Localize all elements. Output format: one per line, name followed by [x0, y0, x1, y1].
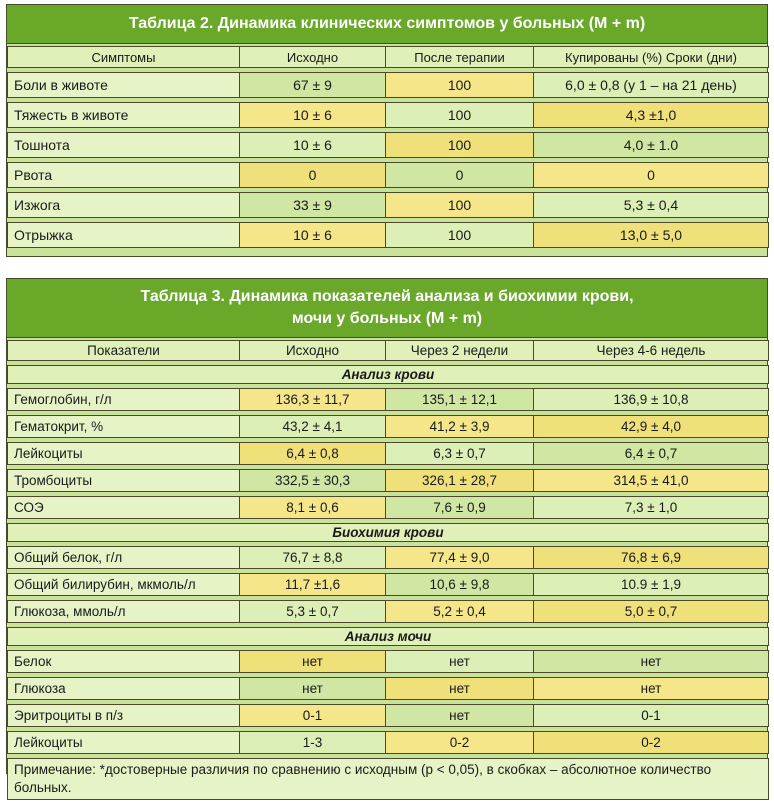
table-cell: 314,5 ± 41,0 — [534, 469, 769, 492]
table-row — [7, 192, 769, 218]
table-cell: нет — [534, 677, 769, 700]
table-cell: 0-2 — [386, 731, 534, 754]
table-cell: 100 — [386, 132, 534, 158]
table-cell: 11,7 ±1,6 — [240, 573, 386, 596]
column-header: Симптомы — [7, 46, 240, 68]
section-row — [7, 627, 769, 646]
row-label: Гематокрит, % — [7, 415, 240, 438]
row-label: Боли в животе — [7, 72, 240, 98]
column-header: Купированы (%) Сроки (дни) — [534, 46, 769, 68]
table-row — [7, 132, 769, 158]
row-label: Общий билирубин, мкмоль/л — [7, 573, 240, 596]
table-cell: 100 — [386, 192, 534, 218]
row-label: Глюкоза — [7, 677, 240, 700]
column-header: Через 2 недели — [386, 340, 534, 361]
table-cell: 76,8 ± 6,9 — [534, 546, 769, 569]
table-cell: нет — [240, 650, 386, 673]
table-cell: 0-1 — [534, 704, 769, 727]
column-header: Показатели — [7, 340, 240, 361]
row-label: Глюкоза, ммоль/л — [7, 600, 240, 623]
column-header: Исходно — [240, 46, 386, 68]
footnote: Примечание: *достоверные различия по сравнению с исходным (р < 0,05), в скобках – абсолютное количество больных. — [7, 758, 769, 800]
table-row — [7, 415, 769, 438]
table-3-title-line2: мочи у больных (M + m) — [291, 310, 483, 327]
table-cell: 10 ± 6 — [240, 222, 386, 248]
section-title: Анализ крови — [7, 365, 769, 384]
column-header: Через 4-6 недель — [534, 340, 769, 361]
table-cell: нет — [386, 704, 534, 727]
table-cell: 6,3 ± 0,7 — [386, 442, 534, 465]
row-label: Эритроциты в п/з — [7, 704, 240, 727]
table-cell: 42,9 ± 4,0 — [534, 415, 769, 438]
table-cell: 13,0 ± 5,0 — [534, 222, 769, 248]
table-cell: 10,6 ± 9,8 — [386, 573, 534, 596]
column-header: После терапии — [386, 46, 534, 68]
table-cell: 0-2 — [534, 731, 769, 754]
note-row — [7, 758, 769, 800]
table-2-title: Таблица 2. Динамика клинических симптомов у больных (M + m) — [7, 5, 767, 44]
table-cell: 0 — [534, 162, 769, 188]
table-cell: нет — [534, 650, 769, 673]
table-cell: 4,0 ± 1.0 — [534, 132, 769, 158]
table-cell: 332,5 ± 30,3 — [240, 469, 386, 492]
table-row — [7, 388, 769, 411]
table-cell: 10 ± 6 — [240, 102, 386, 128]
row-label: Общий белок, г/л — [7, 546, 240, 569]
table-cell: 100 — [386, 102, 534, 128]
table-row — [7, 650, 769, 673]
section-title: Биохимия крови — [7, 523, 769, 542]
table-3-header-row — [7, 340, 769, 361]
row-label: Изжога — [7, 192, 240, 218]
table-cell: 0-1 — [240, 704, 386, 727]
table-cell: нет — [386, 650, 534, 673]
table-cell: 0 — [240, 162, 386, 188]
table-row — [7, 72, 769, 98]
table-cell: 43,2 ± 4,1 — [240, 415, 386, 438]
row-label: Лейкоциты — [7, 442, 240, 465]
table-3 — [6, 278, 768, 795]
table-cell: 41,2 ± 3,9 — [386, 415, 534, 438]
table-row — [7, 442, 769, 465]
table-row — [7, 677, 769, 700]
table-cell: 6,4 ± 0,7 — [534, 442, 769, 465]
table-cell: 10 ± 6 — [240, 132, 386, 158]
table-row — [7, 731, 769, 754]
table-cell: 77,4 ± 9,0 — [386, 546, 534, 569]
row-label: Лейкоциты — [7, 731, 240, 754]
row-label: Тошнота — [7, 132, 240, 158]
table-cell: 136,3 ± 11,7 — [240, 388, 386, 411]
table-row — [7, 704, 769, 727]
table-row — [7, 496, 769, 519]
table-cell: 5,3 ± 0,4 — [534, 192, 769, 218]
table-cell: нет — [240, 677, 386, 700]
row-label: Отрыжка — [7, 222, 240, 248]
table-row — [7, 162, 769, 188]
table-cell: 76,7 ± 8,8 — [240, 546, 386, 569]
table-cell: 7,3 ± 1,0 — [534, 496, 769, 519]
table-cell: 6,0 ± 0,8 (у 1 – на 21 день) — [534, 72, 769, 98]
table-2-grid — [7, 42, 769, 252]
table-cell: 6,4 ± 0,8 — [240, 442, 386, 465]
table-cell: 8,1 ± 0,6 — [240, 496, 386, 519]
table-cell: 5,2 ± 0,4 — [386, 600, 534, 623]
table-cell: 33 ± 9 — [240, 192, 386, 218]
table-cell: 4,3 ±1,0 — [534, 102, 769, 128]
table-row — [7, 573, 769, 596]
table-cell: 0 — [386, 162, 534, 188]
row-label: СОЭ — [7, 496, 240, 519]
table-cell: 100 — [386, 222, 534, 248]
section-row — [7, 523, 769, 542]
row-label: Тяжесть в животе — [7, 102, 240, 128]
table-cell: 136,9 ± 10,8 — [534, 388, 769, 411]
table-cell: 5,0 ± 0,7 — [534, 600, 769, 623]
table-row — [7, 102, 769, 128]
table-cell: 7,6 ± 0,9 — [386, 496, 534, 519]
table-cell: 10.9 ± 1,9 — [534, 573, 769, 596]
table-cell: 326,1 ± 28,7 — [386, 469, 534, 492]
table-3-grid — [7, 336, 769, 804]
table-3-title — [7, 279, 767, 338]
table-3-title-line1: Таблица 3. Динамика показателей анализа и биохимии крови, — [140, 288, 634, 305]
table-2-header-row — [7, 46, 769, 68]
row-label: Гемоглобин, г/л — [7, 388, 240, 411]
column-header: Исходно — [240, 340, 386, 361]
table-row — [7, 546, 769, 569]
row-label: Белок — [7, 650, 240, 673]
table-cell: нет — [386, 677, 534, 700]
section-title: Анализ мочи — [7, 627, 769, 646]
table-row — [7, 600, 769, 623]
row-label: Рвота — [7, 162, 240, 188]
table-cell: 1-3 — [240, 731, 386, 754]
table-row — [7, 469, 769, 492]
table-row — [7, 222, 769, 248]
table-cell: 67 ± 9 — [240, 72, 386, 98]
table-cell: 5,3 ± 0,7 — [240, 600, 386, 623]
table-cell: 100 — [386, 72, 534, 98]
table-2 — [6, 4, 768, 257]
row-label: Тромбоциты — [7, 469, 240, 492]
section-row — [7, 365, 769, 384]
table-cell: 135,1 ± 12,1 — [386, 388, 534, 411]
